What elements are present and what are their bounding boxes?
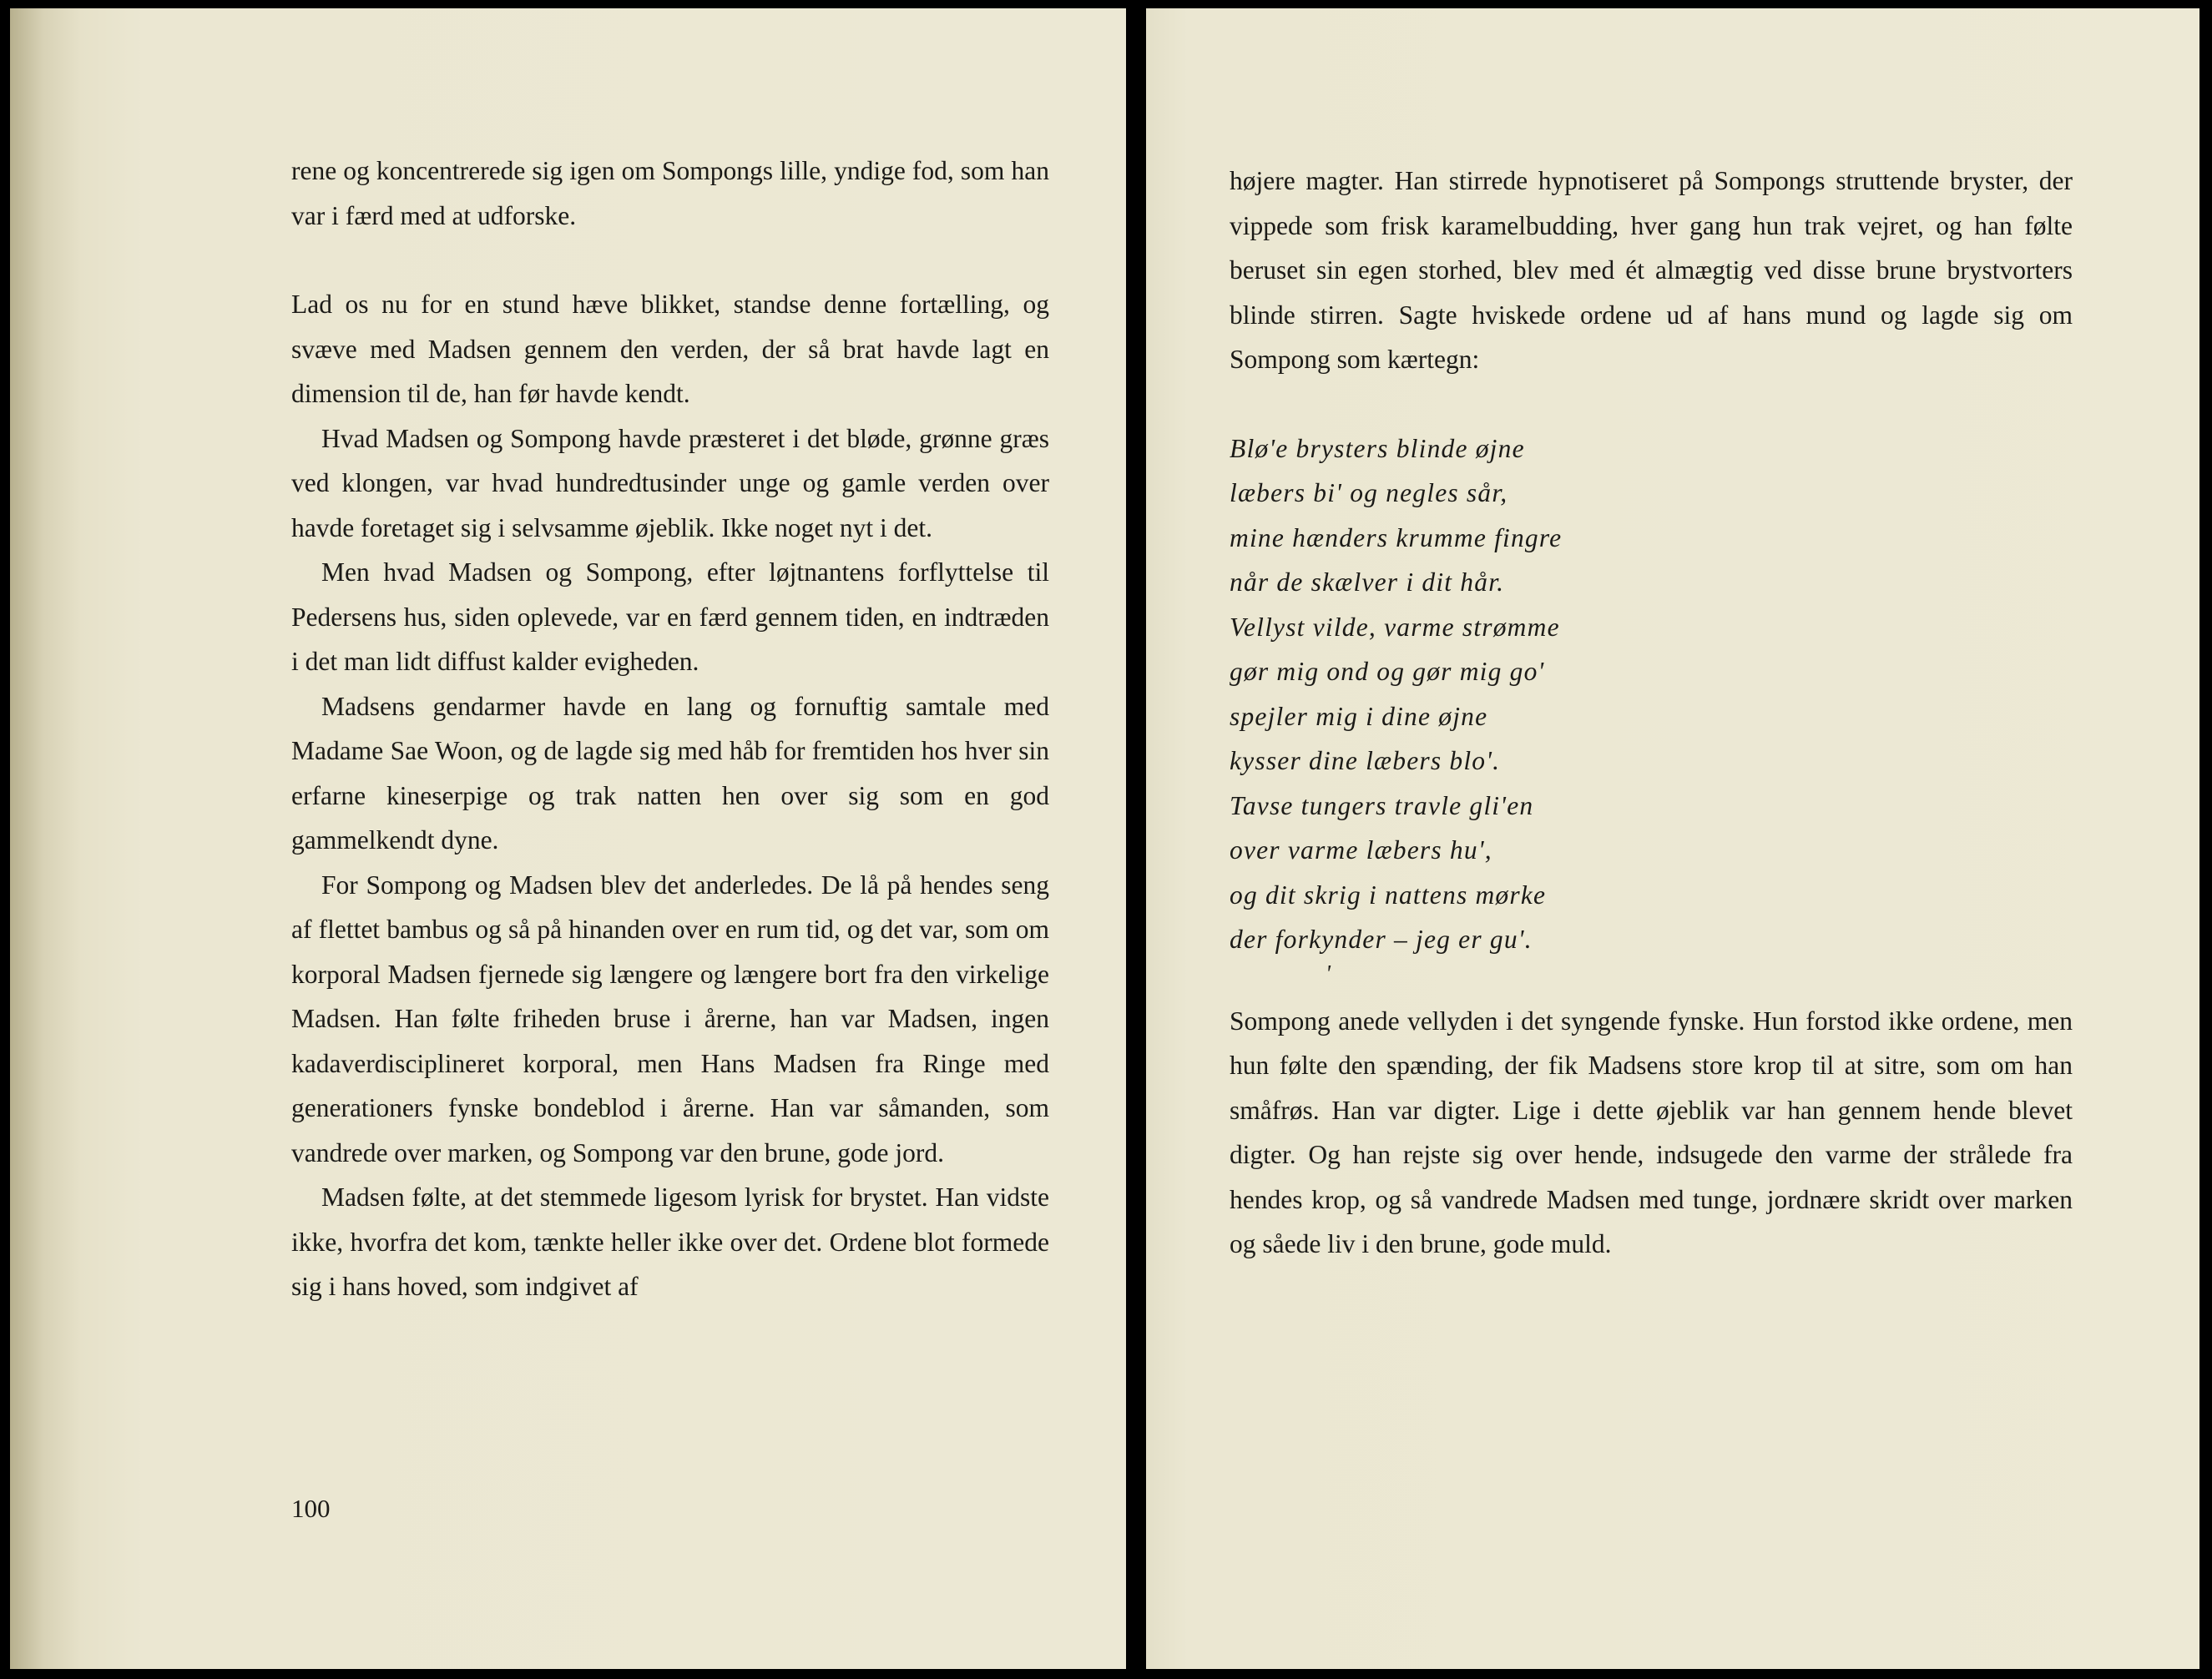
poem-line: læbers bi' og negles sår, xyxy=(1230,478,1508,507)
poem-line: mine hænders krumme fingre xyxy=(1230,522,1563,552)
paragraph: Sompong anede vellyden i det syngende fynske. Hun forstod ikke ordene, men hun følte den spænding, der fik Madsens store krop til at sitre, som om han småfrøs. Han var digter. Lige i dette øjeblik var han gennem hende blevet digter. Og han rejste sig over hende, indsugede den varme der strålede fra hendes krop, og så vandrede Madsen med tunge, jordnære skridt over marken og såede liv i den brune, gode muld. xyxy=(1230,1006,2073,1258)
poem-line: kysser dine læbers blo'. xyxy=(1230,746,1501,775)
left-page-text xyxy=(291,149,1049,1309)
poem-line: over varme læbers hu', xyxy=(1230,835,1492,865)
paragraph: Madsen følte, at det stemmede ligesom lyrisk for brystet. Han vidste ikke, hvorfra det kom, tænkte heller ikke over det. Ordene blot formede sig i hans hoved, som indgivet af xyxy=(291,1182,1049,1301)
page-number: 100 xyxy=(291,1494,331,1523)
paragraph: Madsens gendarmer havde en lang og fornuftig samtale med Madame Sae Woon, og de lagde sig med håb for fremtiden hos hver sin erfarne kineserpige og trak natten hen over sig som en god gammelkendt dyne. xyxy=(291,691,1049,855)
section-break xyxy=(291,238,1049,282)
paragraph: Men hvad Madsen og Sompong, efter løjtnantens forflyttelse til Pedersens hus, siden oplevede, var en færd gennem tiden, en indtræden i det man lidt diffust kalder evigheden. xyxy=(291,557,1049,676)
section-break xyxy=(1230,382,2073,426)
left-page xyxy=(10,8,1126,1669)
right-page-text xyxy=(1230,159,2073,1267)
paragraph: For Sompong og Madsen blev det anderledes. De lå på hendes seng af flettet bambus og så på hinanden over en rum tid, og det var, som om korporal Madsen fjernede sig længere og længere bort fra den virkelige Madsen. Han følte friheden bruse i årerne, han var Madsen, ingen kadaverdisciplineret korporal, men Hans Madsen fra Ringe med generationers fynske bondeblod i årerne. Han var såmanden, som vandrede over marken, og Sompong var den brune, gode jord. xyxy=(291,870,1049,1167)
right-page xyxy=(1146,8,2199,1669)
poem-line: Tavse tungers travle gli'en xyxy=(1230,790,1534,820)
paragraph: Hvad Madsen og Sompong havde præsteret i det bløde, grønne græs ved klongen, var hvad hundredtusinder unge og gamle verden over havde foretaget sig i selvsamme øjeblik. Ikke noget nyt i det. xyxy=(291,423,1049,542)
paragraph: Lad os nu for en stund hæve blikket, standse denne fortælling, og svæve med Madsen gennem den verden, der så brat havde lagt en dimension til de, han før havde kendt. xyxy=(291,290,1049,408)
poem-line: når de skælver i dit hår. xyxy=(1230,567,1505,597)
poem-line: Blø'e brysters blinde øjne xyxy=(1230,433,1525,463)
poem-line: der forkynder – jeg er gu'. xyxy=(1230,925,1533,954)
poem-line: og dit skrig i nattens mørke xyxy=(1230,880,1547,910)
poem-line: Vellyst vilde, varme strømme xyxy=(1230,612,1560,642)
poem-line: spejler mig i dine øjne xyxy=(1230,701,1488,731)
paragraph: højere magter. Han stirrede hypnotiseret på Sompongs struttende bryster, der vippede som frisk karamelbudding, hver gang hun trak vejret, og han følte beruset sin egen storhed, blev med ét almægtig ved disse brune brystvorters blinde stirren. Sagte hviskede ordene ud af hans mund og lagde sig om Sompong som kærtegn: xyxy=(1230,166,2073,374)
poem xyxy=(1230,426,2073,962)
stray-mark: ' xyxy=(1326,961,1331,987)
paragraph: rene og koncentrerede sig igen om Sompongs lille, yndige fod, som han var i færd med at udforske. xyxy=(291,156,1049,230)
poem-line: gør mig ond og gør mig go' xyxy=(1230,657,1545,686)
